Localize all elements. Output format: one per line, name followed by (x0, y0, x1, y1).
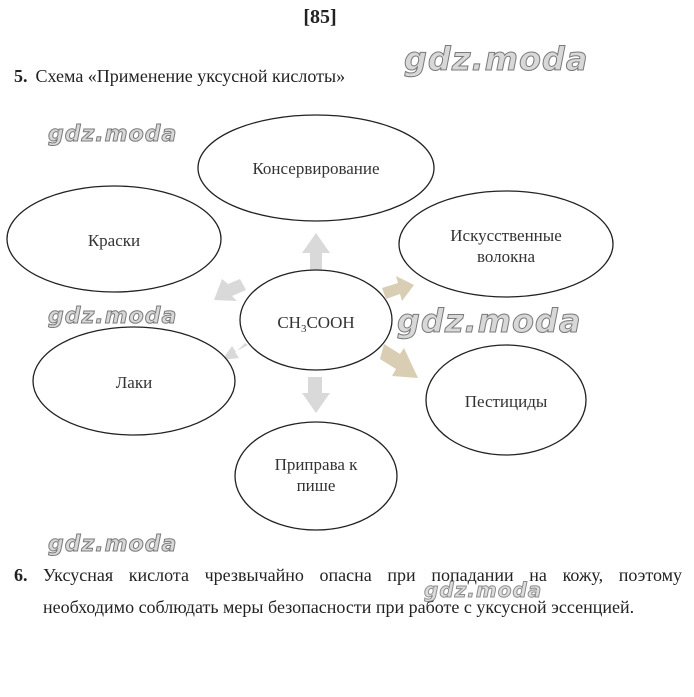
watermark: gdz.moda (48, 304, 178, 329)
arrow-upper-right (382, 276, 414, 301)
formula-base: CH (277, 313, 301, 332)
task-6-number: 6. (14, 565, 28, 585)
watermark: gdz.moda (424, 578, 543, 602)
arrow-up (302, 233, 330, 270)
label-pesticides: Пестициды (464, 392, 548, 411)
watermark: gdz.moda (48, 532, 178, 557)
arrow-upper-left (214, 279, 246, 301)
task-5-number: 5. (14, 66, 28, 86)
task-6 (14, 559, 682, 623)
watermark: gdz.moda (404, 40, 589, 78)
formula-rest: COOH (306, 313, 355, 332)
arrow-lower-left (222, 343, 248, 360)
watermark: gdz.moda (48, 122, 178, 147)
label-fibers-line1: Искусственные (450, 226, 562, 245)
label-fibers-line2: волокна (476, 247, 536, 266)
arrow-down (302, 377, 330, 413)
label-center-formula (277, 313, 354, 335)
task-5-text: Схема «Применение уксусной кислоты» (35, 66, 346, 86)
label-paints: Краски (87, 231, 141, 250)
label-varnishes: Лаки (115, 373, 153, 392)
formula-subscript: 3 (300, 323, 307, 335)
page-number: [85] (303, 6, 337, 28)
watermark: gdz.moda (397, 302, 582, 340)
label-seasoning-line2: пише (296, 476, 336, 495)
label-seasoning-line1: Приправа к (274, 455, 358, 474)
arrow-lower-right (380, 344, 418, 378)
task-6-text: Уксусная кислота чрезвычайно опасна при попадании на кожу, поэтому необходимо соблюдать меры безопасности при работе с уксусной эссенцией. (43, 565, 682, 617)
label-preservation: Консервирование (252, 159, 380, 178)
